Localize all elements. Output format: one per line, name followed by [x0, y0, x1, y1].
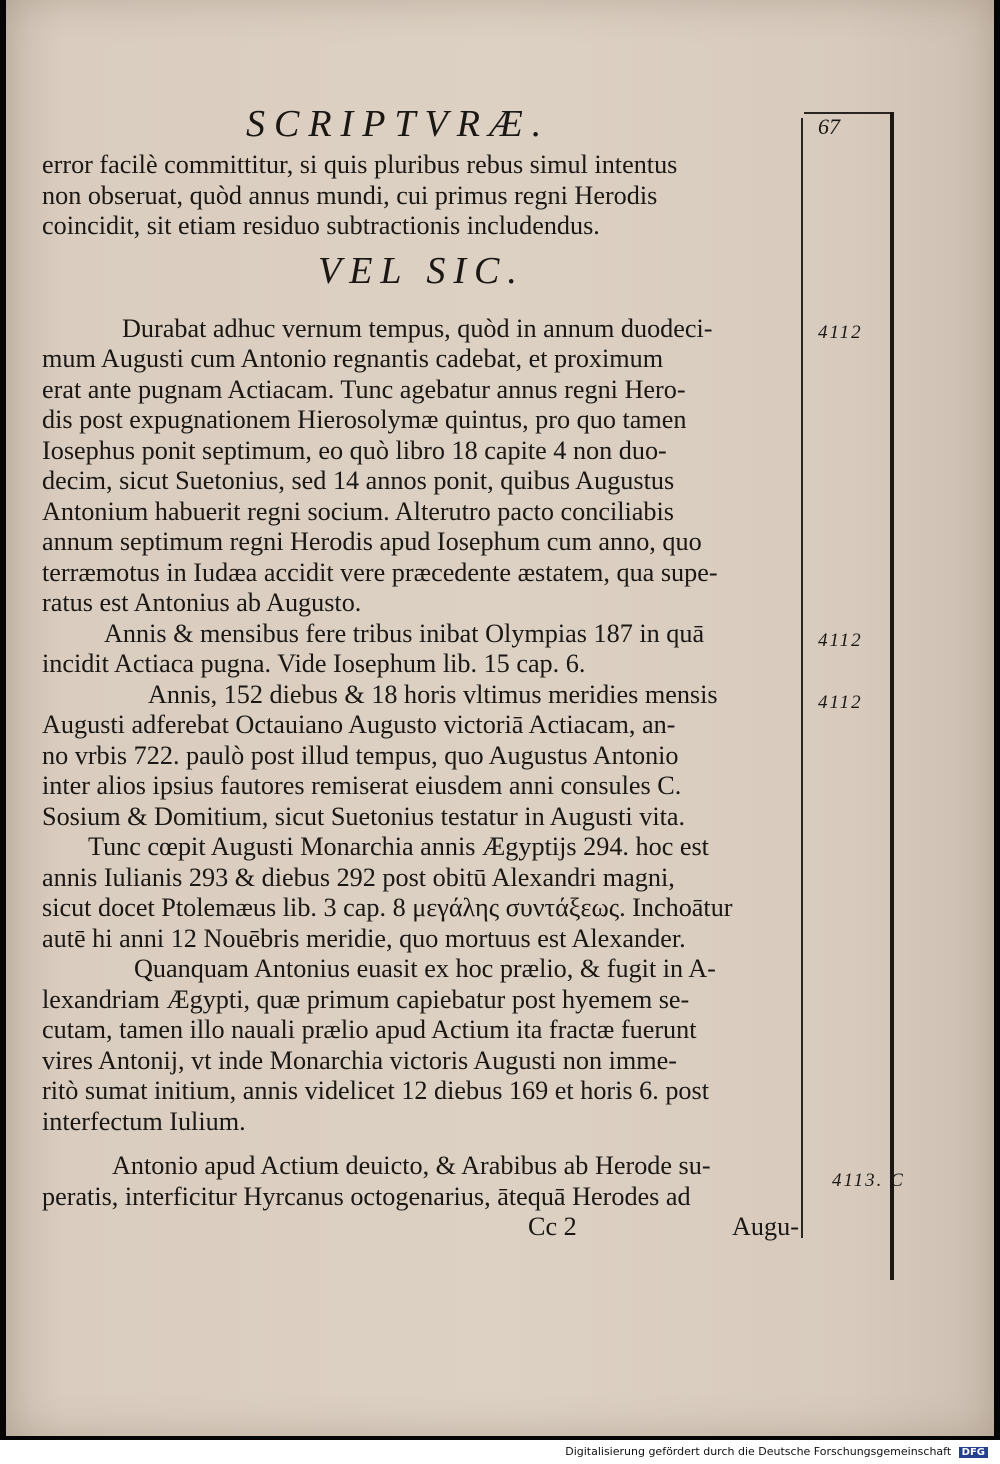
text-line: erat ante pugnam Actiacam. Tunc agebatur annus regni Hero-: [42, 374, 686, 404]
text-line: no vrbis 722. paulò post illud tempus, quo Augustus Antonio: [42, 740, 679, 770]
text-line: annis Iulianis 293 & diebus 292 post obitū Alexandri magni,: [42, 862, 675, 892]
text-line: vires Antonij, vt inde Monarchia victoris Augusti non imme-: [42, 1045, 677, 1075]
book-page: [6, 0, 994, 1436]
margin-rule-top: [804, 112, 894, 114]
signature-mark: Cc 2: [528, 1212, 577, 1241]
text-line: Durabat adhuc vernum tempus, quòd in annum duodeci-: [122, 313, 713, 343]
text-line: dis post expugnationem Hierosolymæ quintus, pro quo tamen: [42, 405, 687, 434]
text-line: non obseruat, quòd annus mundi, cui primus regni Herodis: [42, 180, 658, 210]
text-line: incidit Actiaca pugna. Vide Iosephum lib. 15 cap. 6.: [42, 649, 586, 678]
spacer: [42, 1137, 802, 1151]
section-subhead: VEL SIC.: [318, 249, 525, 292]
text-line: ritò sumat initium, annis videlicet 12 diebus 169 et horis 6. post: [42, 1076, 709, 1105]
text-line: error facilè committitur, si quis pluribus rebus simul intentus: [42, 150, 678, 179]
dfg-logo: DFG: [959, 1447, 988, 1458]
text-line: ratus est Antonius ab Augusto.: [42, 588, 362, 617]
text-line: Tunc cœpit Augusti Monarchia annis Ægyptijs 294. hoc est: [88, 832, 709, 861]
text-line: mum Augusti cum Antonio regnantis cadebat, et proximum: [42, 344, 664, 373]
catchword: Augu-: [732, 1212, 799, 1241]
text-line: Sosium & Domitium, sicut Suetonius testatur in Augusti vita.: [42, 801, 686, 831]
text-line: Annis & mensibus fere tribus inibat Olympias 187 in quā: [104, 618, 705, 648]
margin-rule-outer: [890, 112, 894, 1280]
text-line: annum septimum regni Herodis apud Iosephum cum anno, quo: [42, 527, 702, 556]
text-line: coincidit, sit etiam residuo subtractionis includendus.: [42, 211, 600, 240]
text-line: inter alios ipsius fautores remiserat eiusdem anni consules C.: [42, 771, 682, 800]
text-line: Antonium habuerit regni socium. Alterutro pacto conciliabis: [42, 496, 674, 526]
text-line: Augusti adferebat Octauiano Augusto victoriā Actiacam, an-: [42, 710, 676, 739]
text-line: peratis, interficitur Hyrcanus octogenarius, ātequā Herodes ad: [42, 1181, 691, 1211]
text-line: sicut docet Ptolemæus lib. 3 cap. 8 μεγάλης συντάξεως. Inchoātur: [42, 893, 733, 922]
text-line: Antonio apud Actium deuicto, & Arabibus ab Herode su-: [112, 1151, 711, 1180]
margin-year-note: 4112: [818, 692, 863, 713]
spacer: [42, 300, 802, 314]
text-line: Annis, 152 diebus & 18 horis vltimus meridies mensis: [148, 679, 718, 709]
text-line: autē hi anni 12 Nouēbris meridie, quo mortuus est Alexander.: [42, 923, 686, 953]
folio-number: 67: [818, 114, 840, 139]
text-line: cutam, tamen illo nauali prælio apud Actium ita fractæ fuerunt: [42, 1015, 697, 1044]
text-line: Iosephus ponit septimum, eo quò libro 18 capite 4 non duo-: [42, 435, 667, 465]
margin-year-note: 4113. C: [832, 1170, 905, 1191]
body-text: [42, 150, 802, 1243]
digitization-credit: [561, 1444, 992, 1459]
running-title: SCRIPTVRÆ.: [246, 103, 551, 145]
margin-year-note: 4112: [818, 630, 863, 651]
text-line: decim, sicut Suetonius, sed 14 annos ponit, quibus Augustus: [42, 466, 675, 495]
credit-text: Digitalisierung gefördert durch die Deutsche Forschungsgemeinschaft: [565, 1445, 952, 1458]
text-line: terræmotus in Iudæa accidit vere præcedente æstatem, qua supe-: [42, 557, 718, 587]
signature-line: [42, 1212, 802, 1243]
text-line: interfectum Iulium.: [42, 1106, 246, 1136]
text-line: lexandriam Ægypti, quæ primum capiebatur post hyemem se-: [42, 984, 690, 1014]
text-line: Quanquam Antonius euasit ex hoc prælio, & fugit in A-: [134, 954, 716, 983]
margin-year-note: 4112: [818, 322, 863, 343]
